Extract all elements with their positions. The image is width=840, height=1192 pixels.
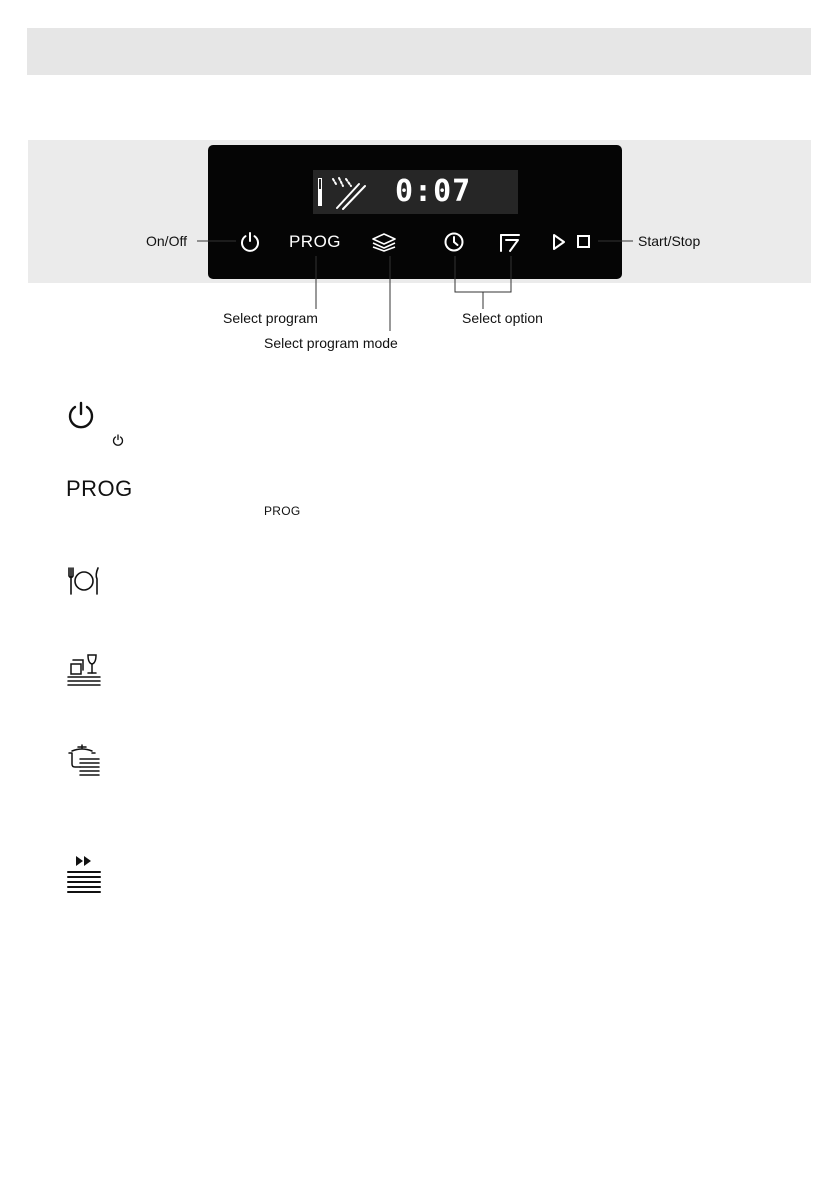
pots-icon	[66, 742, 102, 778]
callout-start-stop: Start/Stop	[638, 233, 701, 249]
power-icon	[112, 434, 124, 446]
mixed-load-icon	[66, 652, 102, 688]
callout-select-option: Select option	[462, 310, 543, 326]
legend-prog-label: PROG	[66, 476, 133, 501]
legend-prog-small: PROG	[264, 504, 301, 518]
fast-wash-icon	[66, 854, 102, 896]
callout-on-off: On/Off	[146, 233, 187, 249]
callout-select-program: Select program	[223, 310, 318, 326]
prog-button-label: PROG	[288, 232, 342, 251]
plate-cutlery-icon	[66, 566, 102, 596]
display-time: 0:07	[395, 174, 472, 209]
callout-lines	[0, 0, 840, 360]
callout-select-program-mode: Select program mode	[264, 335, 398, 351]
power-icon	[66, 400, 96, 430]
